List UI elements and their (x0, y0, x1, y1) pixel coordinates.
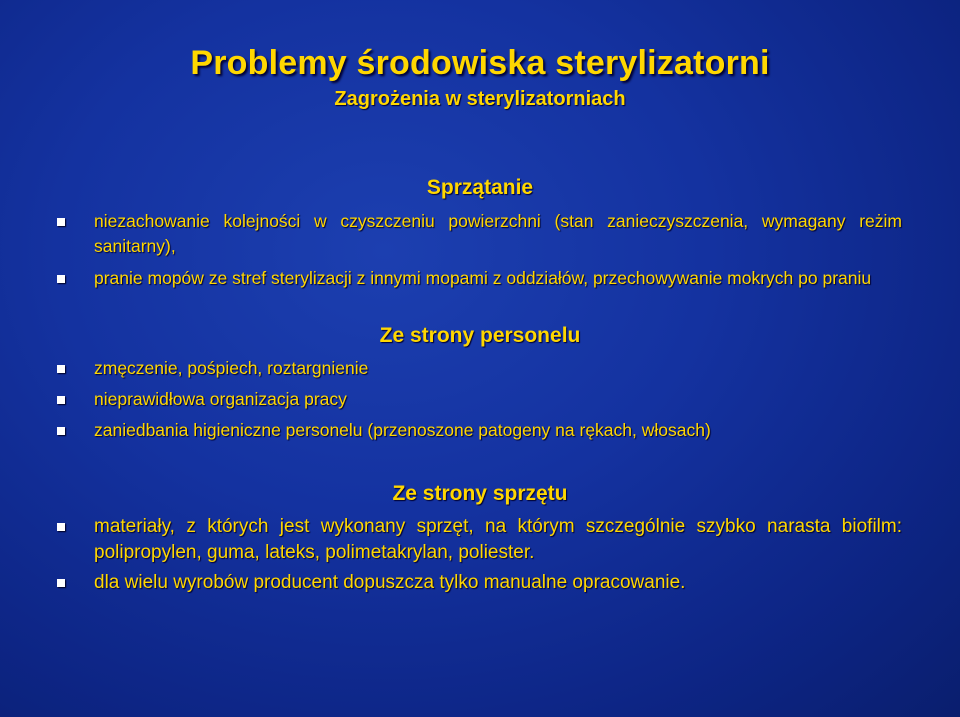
list-item-text: niezachowanie kolejności w czyszczeniu powierzchni (stan zanieczyszczenia, wymagany reżim sanitarny), (94, 211, 902, 256)
list-item-text: nieprawidłowa organizacja pracy (94, 389, 347, 409)
square-bullet-icon (57, 579, 65, 587)
list-item (0, 514, 960, 566)
list-item-text: materiały, z których jest wykonany sprzęt, na którym szczególnie szybko narasta biofilm: polipropylen, guma, lateks, polimetakrylan, poliester. (94, 516, 902, 563)
section-heading-cleaning: Sprzątanie (426, 176, 534, 199)
square-bullet-icon (57, 365, 65, 373)
slide-title: Problemy środowiska sterylizatorni (190, 44, 770, 82)
slide-subtitle: Zagrożenia w sterylizatorniach (334, 88, 626, 110)
staff-list (0, 356, 960, 449)
square-bullet-icon (57, 275, 65, 283)
square-bullet-icon (57, 523, 65, 531)
list-item (0, 209, 960, 259)
list-item-text: zaniedbania higieniczne personelu (przenoszone patogeny na rękach, włosach) (94, 420, 711, 440)
section-heading-equipment: Ze strony sprzętu (392, 482, 568, 505)
list-item (0, 570, 960, 596)
list-item-text: pranie mopów ze stref sterylizacji z innymi mopami z oddziałów, przechowywanie mokrych po praniu (94, 268, 872, 288)
list-item (0, 418, 960, 443)
list-item-text: zmęczenie, pośpiech, roztargnienie (94, 358, 369, 378)
square-bullet-icon (57, 218, 65, 226)
square-bullet-icon (57, 427, 65, 435)
list-item (0, 266, 960, 291)
list-item (0, 387, 960, 412)
equipment-list (0, 514, 960, 600)
square-bullet-icon (57, 396, 65, 404)
cleaning-list (0, 209, 960, 298)
list-item-text: dla wielu wyrobów producent dopuszcza tylko manualne opracowanie. (94, 572, 686, 593)
list-item (0, 356, 960, 381)
section-heading-staff: Ze strony personelu (379, 324, 581, 347)
